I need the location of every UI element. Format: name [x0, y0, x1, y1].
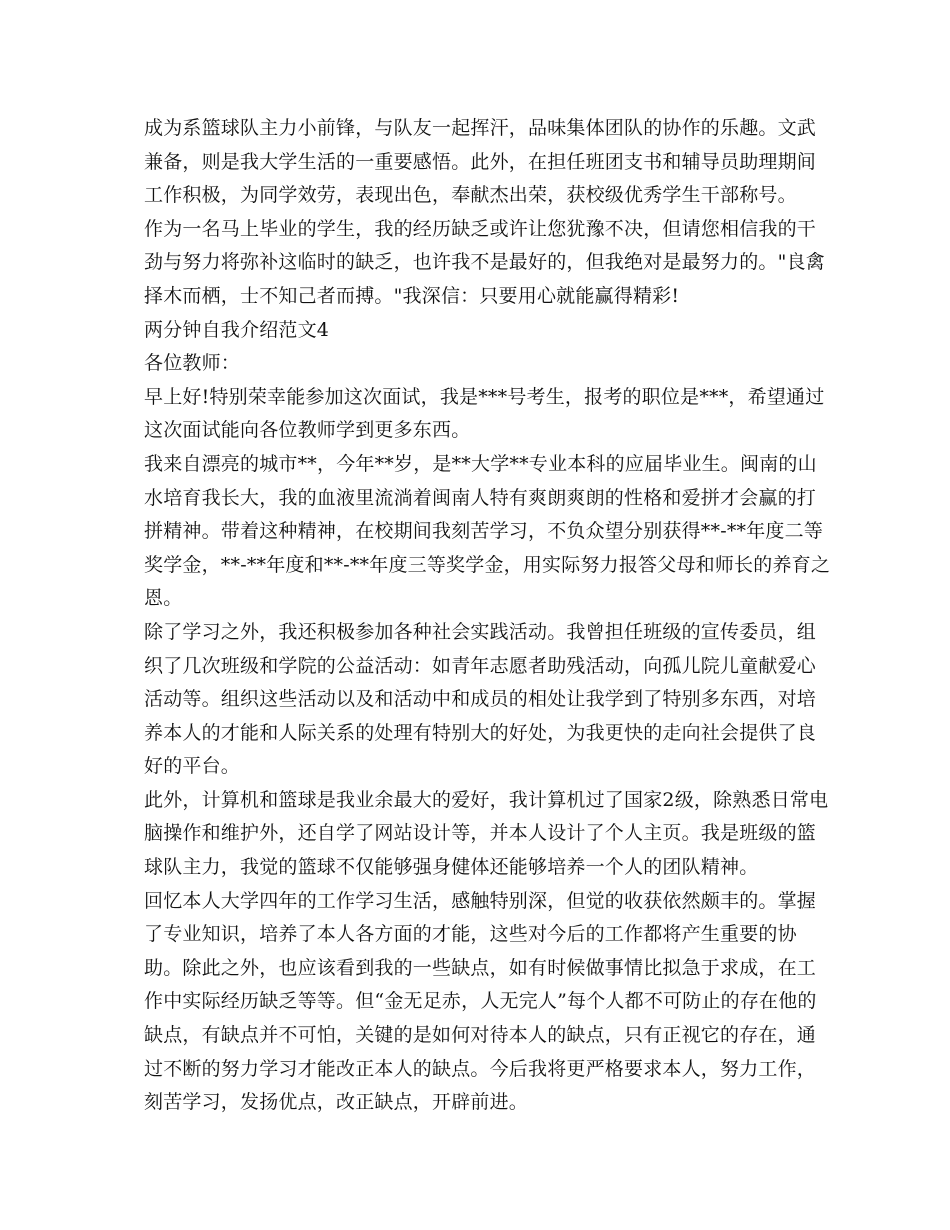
salutation: 各位教师： [144, 352, 241, 375]
paragraph-hobbies: 此外，计算机和篮球是我业余最大的爱好，我计算机过了国家2级，除熟悉日常电脑操作和维护外，还自学了网站设计等，并本人设计了个人主页。我是班级的篮球队主力，我觉的篮球不仅能够强身健体还能够培养一个人的团队精神。 [144, 788, 829, 879]
section-heading: 两分钟自我介绍范文4 [144, 318, 330, 341]
paragraph-continued-basketball: 成为系篮球队主力小前锋，与队友一起挥汗，品味集体团队的协作的乐趣。文武兼备，则是我大学生活的一重要感悟。此外，在担任班团支书和辅导员助理期间工作积极，为同学效劳，表现出色，奉献杰出荣，获校级优秀学生干部称号。 [144, 117, 817, 207]
paragraph-background: 我来自漂亮的城市**，今年**岁，是**大学**专业本科的应届毕业生。闽南的山水培育我长大，我的血液里流淌着闽南人特有爽朗爽朗的性格和爱拼才会赢的打拼精神。带着这种精神，在校期间我刻苦学习，不负众望分别获得**-**年度二等奖学金，**-**年度和**-**年度三等奖学金，用实际努力报答父母和师长的养育之恩。 [144, 452, 831, 610]
paragraph-graduate-effort: 作为一名马上毕业的学生，我的经历缺乏或许让您犹豫不决，但请您相信我的干劲与努力将弥补这临时的缺乏，也许我不是最好的，但我绝对是最努力的。"良禽择木而栖，士不知己者而搏。"我深信：只要用心就能赢得精彩! [144, 217, 825, 307]
paragraph-greeting: 早上好!特别荣幸能参加这次面试，我是***号考生，报考的职位是***，希望通过这次面试能向各位教师学到更多东西。 [144, 385, 825, 442]
document-body [144, 112, 834, 1120]
paragraph-reflection: 回忆本人大学四年的工作学习生活，感触特别深，但觉的收获依然颇丰的。掌握了专业知识，培养了本人各方面的才能，这些对今后的工作都将产生重要的协助。除此之外，也应该看到我的一些缺点，如有时候做事情比拟急于求成，在工作中实际经历缺乏等等。但“金无足赤，人无完人”每个人都不可防止的存在他的缺点，有缺点并不可怕，关键的是如何对待本人的缺点，只有正视它的存在，通过不断的努力学习才能改正本人的缺点。今后我将更严格要求本人，努力工作，刻苦学习，发扬优点，改正缺点，开辟前进。 [144, 889, 817, 1114]
paragraph-activities: 除了学习之外，我还积极参加各种社会实践活动。我曾担任班级的宣传委员，组织了几次班级和学院的公益活动：如青年志愿者助残活动，向孤儿院儿童献爱心活动等。组织这些活动以及和活动中和成员的相处让我学到了特别多东西，对培养本人的才能和人际关系的处理有特别大的好处，为我更快的走向社会提供了良好的平台。 [144, 620, 817, 778]
